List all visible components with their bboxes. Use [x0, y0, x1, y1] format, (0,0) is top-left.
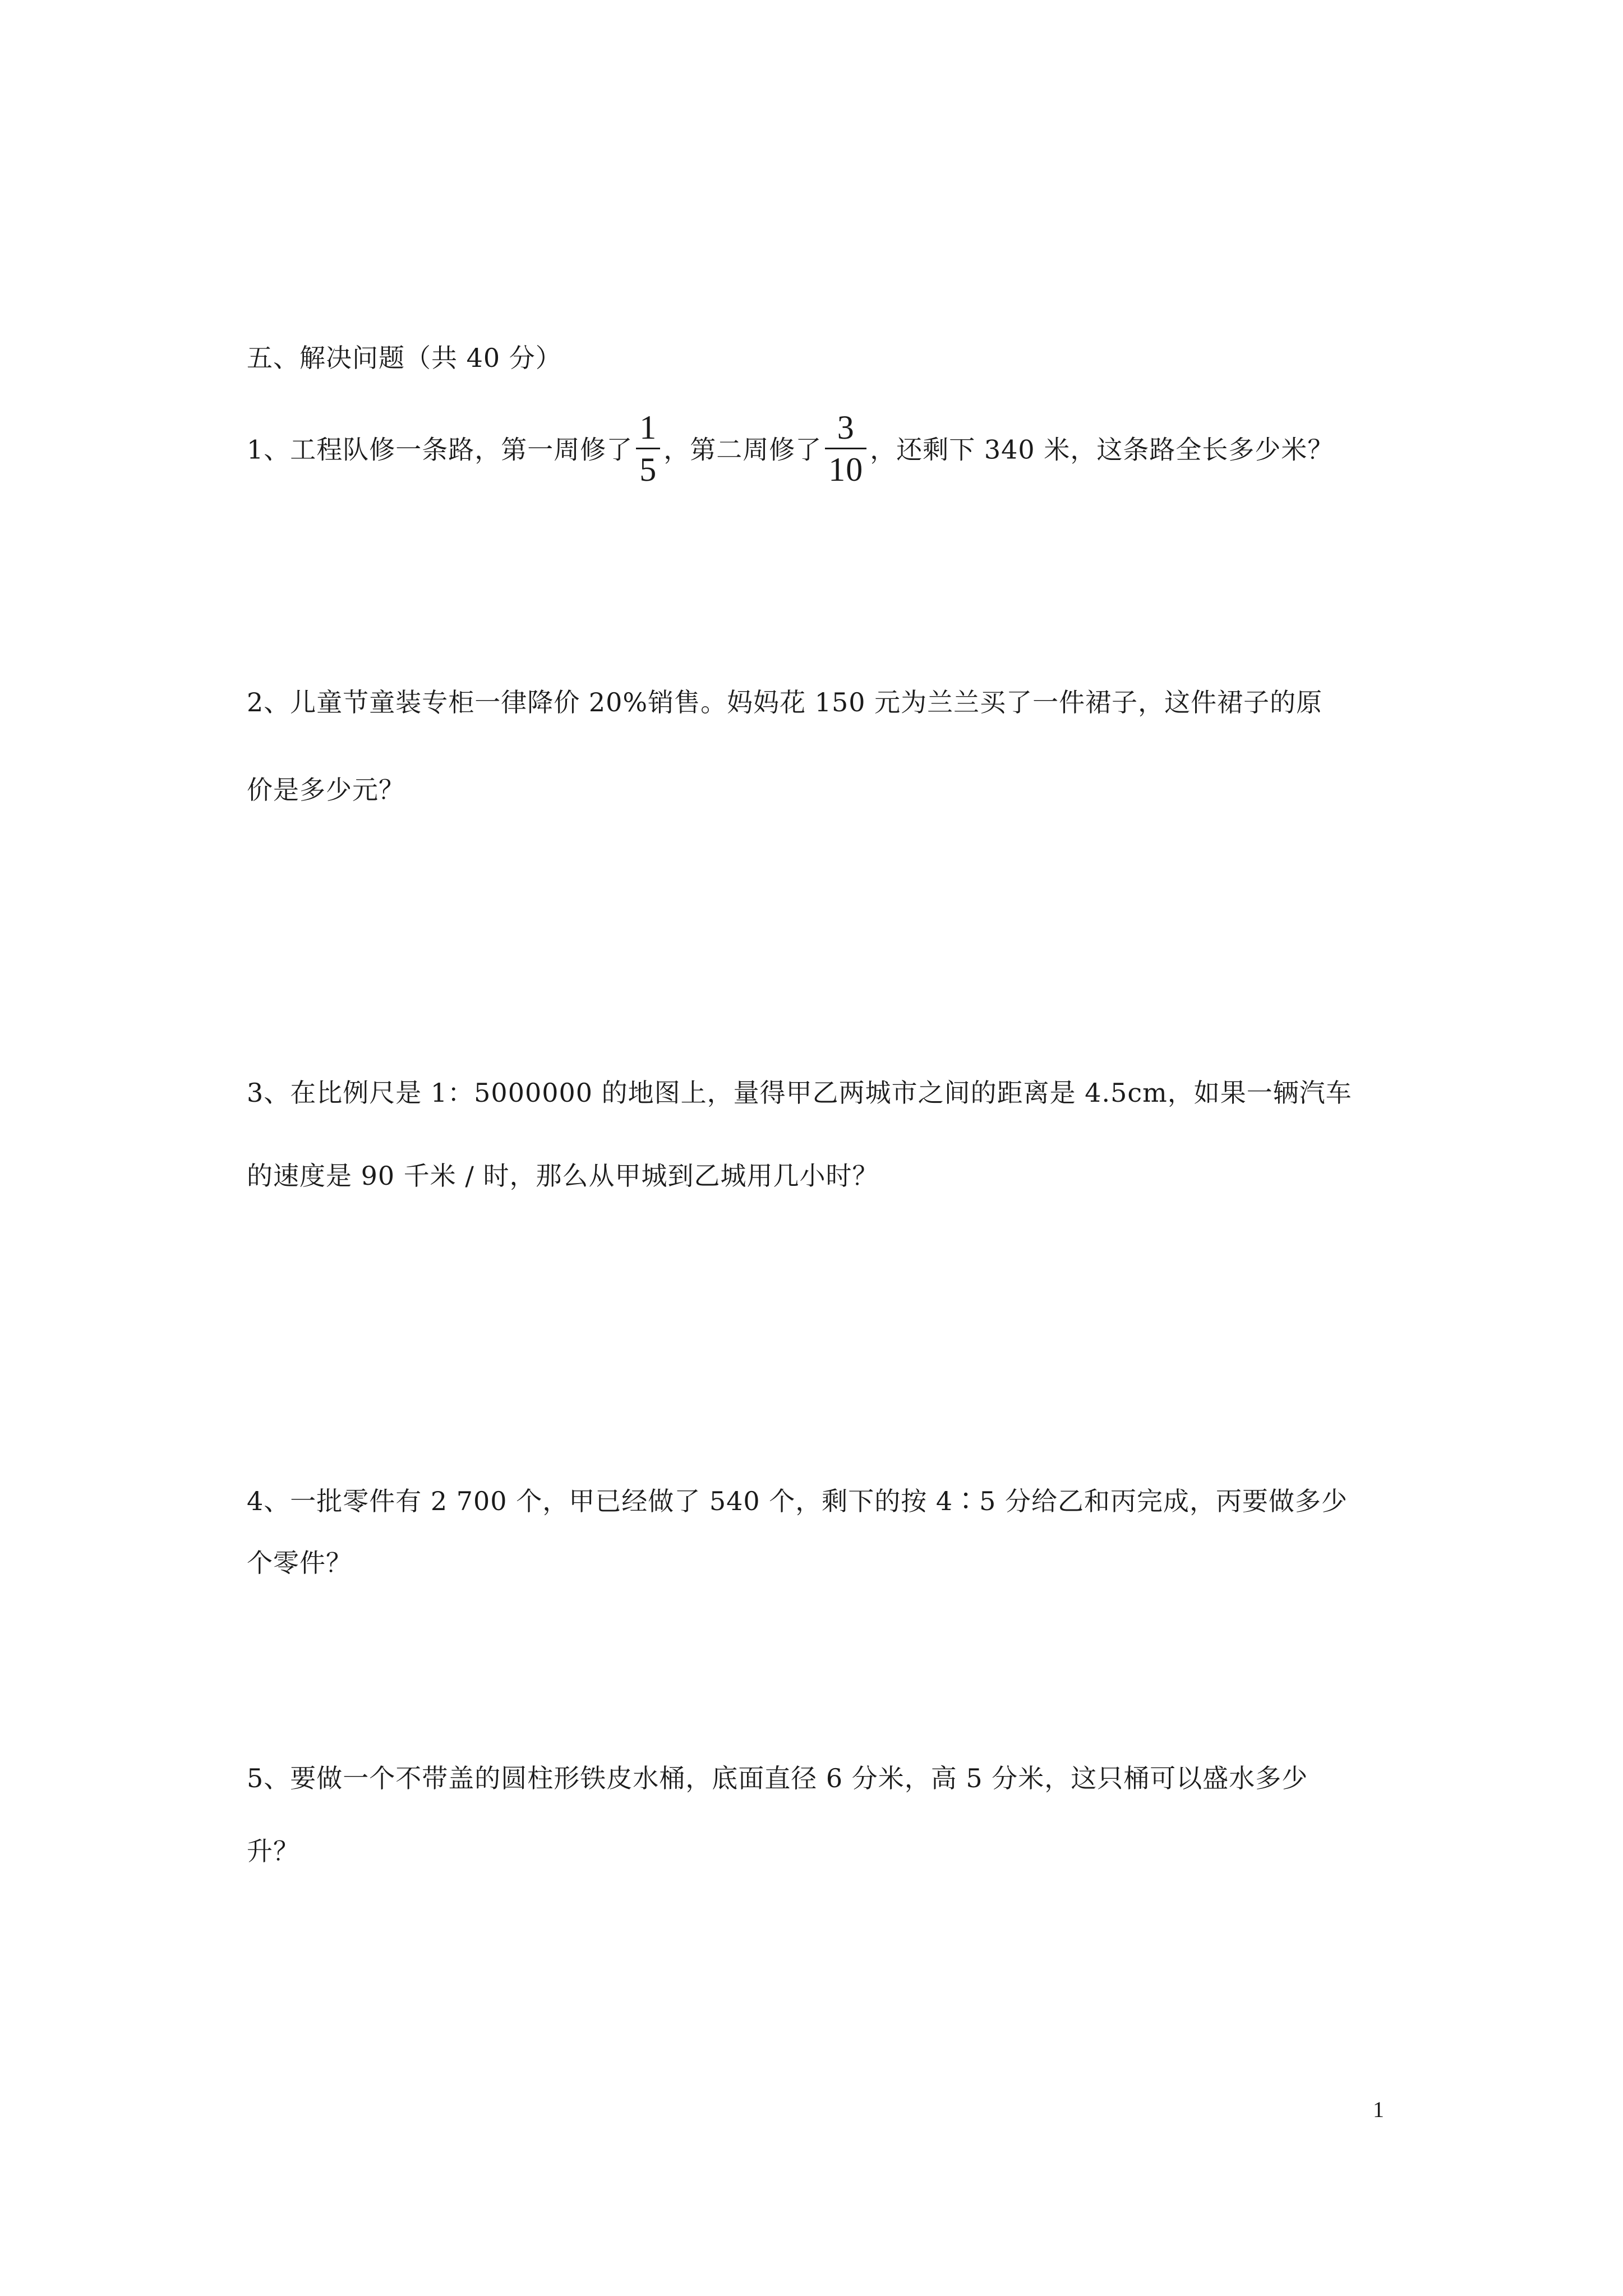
fraction-one-fifth — [636, 411, 660, 486]
problem-4-line-1: 4、一批零件有 2 700 个，甲已经做了 540 个，剩下的按 4∶5 分给乙和丙完成，丙要做多少 — [247, 1486, 1348, 1516]
problem-1-text-b: ，第二周修了 — [663, 434, 822, 465]
section-heading: 五、解决问题（共 40 分） — [247, 343, 562, 373]
fraction-denominator: 5 — [639, 451, 657, 488]
problem-4-line-2: 个零件？ — [247, 1548, 352, 1578]
problem-1-text-c: ，还剩下 340 米，这条路全长多少米？ — [870, 434, 1334, 465]
fraction-numerator: 1 — [636, 411, 660, 449]
problem-1 — [247, 409, 1334, 490]
fraction-three-tenths — [825, 411, 866, 486]
fraction-numerator: 3 — [825, 411, 866, 449]
problem-3-line-1: 3、在比例尺是 1：5000000 的地图上，量得甲乙两城市之间的距离是 4.5cm，如果一辆汽车 — [247, 1078, 1352, 1108]
page-number: 1 — [1373, 2097, 1384, 2122]
problem-2-line-2: 价是多少元？ — [247, 775, 405, 805]
problem-2-line-1: 2、儿童节童装专柜一律降价 20%销售。妈妈花 150 元为兰兰买了一件裙子，这件裙子的原 — [247, 687, 1323, 717]
problem-1-text-a: 1、工程队修一条路，第一周修了 — [247, 434, 633, 465]
fraction-denominator: 10 — [828, 451, 864, 488]
problem-5-line-1: 5、要做一个不带盖的圆柱形铁皮水桶，底面直径 6 分米，高 5 分米，这只桶可以盛水多少 — [247, 1763, 1308, 1793]
problem-5-line-2: 升？ — [247, 1836, 299, 1866]
problem-3-line-2: 的速度是 90 千米 / 时，那么从甲城到乙城用几小时？ — [247, 1161, 879, 1191]
